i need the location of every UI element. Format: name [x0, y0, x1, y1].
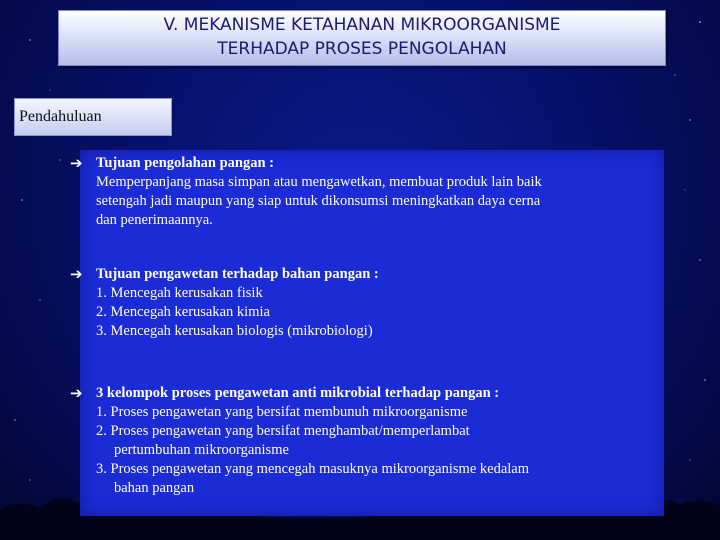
arrow-right-icon: ➔ [70, 265, 83, 283]
title-banner [58, 10, 666, 66]
title-line-2: TERHADAP PROSES PENGOLAHAN [217, 39, 507, 59]
block-line: 3. Mencegah kerusakan biologis (mikrobiologi) [96, 323, 373, 339]
block-line: Memperpanjang masa simpan atau mengawetkan, membuat produk lain baik [96, 174, 542, 190]
block-line: 1. Mencegah kerusakan fisik [96, 285, 263, 301]
block-line: dan penerimaannya. [96, 212, 213, 228]
block-line: 1. Proses pengawetan yang bersifat membunuh mikroorganisme [96, 404, 468, 420]
block-kelompok-proses [70, 384, 656, 498]
block-line: 3. Proses pengawetan yang mencegah masuknya mikroorganisme kedalam [96, 461, 529, 477]
block-heading: Tujuan pengolahan pangan : [96, 155, 274, 171]
title-line-1: V. MEKANISME KETAHANAN MIKROORGANISME [163, 15, 561, 35]
block-tujuan-pengawetan [70, 265, 656, 341]
block-tujuan-pengolahan [70, 154, 656, 230]
arrow-right-icon: ➔ [70, 154, 83, 172]
arrow-right-icon: ➔ [70, 384, 83, 402]
block-line: bahan pangan [114, 480, 195, 496]
block-heading: 3 kelompok proses pengawetan anti mikrobial terhadap pangan : [96, 385, 500, 401]
block-line: pertumbuhan mikroorganisme [114, 442, 289, 458]
section-label-pendahuluan: Pendahuluan [14, 98, 172, 136]
block-line: setengah jadi maupun yang siap untuk dikonsumsi meningkatkan daya cerna [96, 193, 541, 209]
block-line: 2. Mencegah kerusakan kimia [96, 304, 270, 320]
block-line: 2. Proses pengawetan yang bersifat menghambat/memperlambat [96, 423, 470, 439]
block-heading: Tujuan pengawetan terhadap bahan pangan : [96, 266, 379, 282]
